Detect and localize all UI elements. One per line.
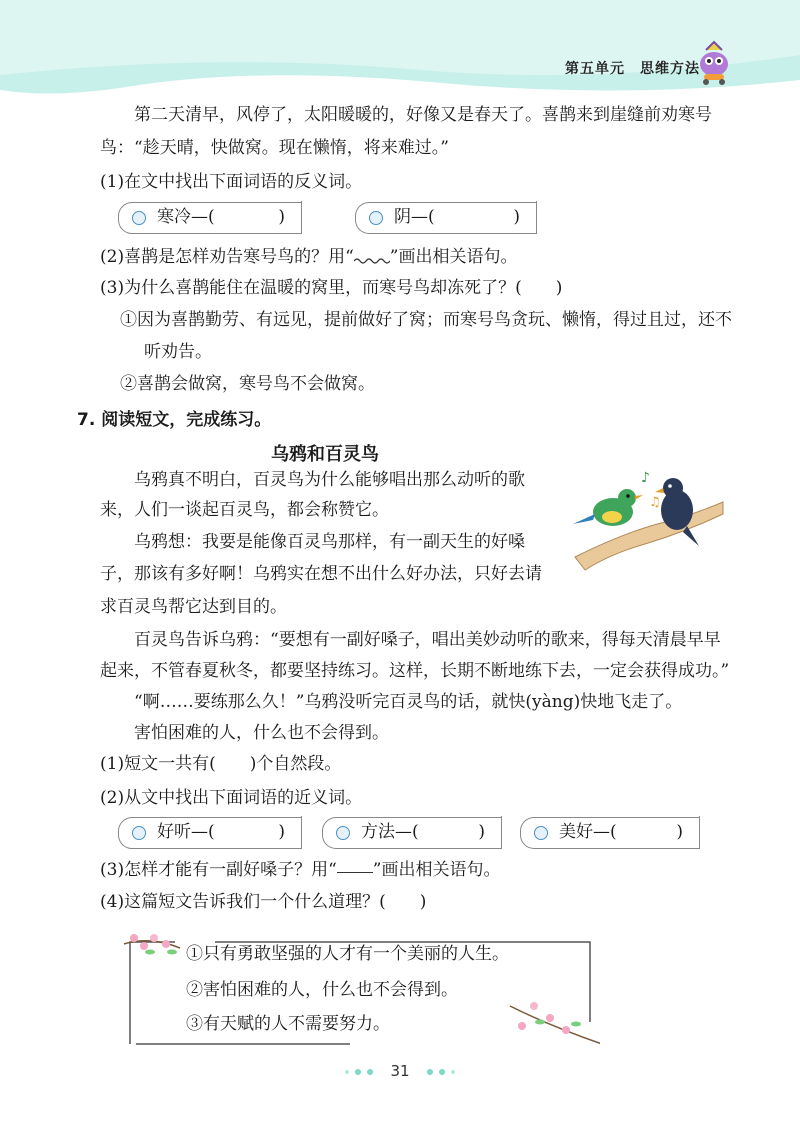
choice-option-cont: 听劝告。 [144,342,212,362]
question-prompt: (4)这篇短文告诉我们一个什么道理？( ) [100,892,427,912]
choice-option[interactable]: ②喜鹊会做窝，寒号鸟不会做窝。 [120,374,375,394]
passage-line: 第二天清早，风停了，太阳暖暖的，好像又是春天了。喜鹊来到崖缝前劝寒号 [100,105,712,125]
circle-bullet-icon [132,826,146,840]
circle-bullet-icon [369,211,383,225]
circle-bullet-icon [336,826,350,840]
straight-underline-icon [337,858,373,873]
box-label: 美好—( [559,822,617,842]
box-label: 寒冷—( [157,207,215,227]
question-prompt: (1)在文中找出下面词语的反义词。 [100,172,363,192]
question-prompt: (1)短文一共有( )个自然段。 [100,754,342,774]
question-prompt: (3)为什么喜鹊能住在温暖的窝里，而寒号鸟却冻死了？( ) [100,278,563,298]
antonym-box-1 [118,202,301,234]
question-prompt: (2)从文中找出下面词语的近义词。 [100,788,363,808]
antonym-box-2 [355,202,536,234]
synonym-box-1 [118,817,301,849]
story-line: 害怕困难的人，什么也不会得到。 [134,723,389,743]
answer-blank[interactable]: ) [278,207,285,227]
circle-bullet-icon [534,826,548,840]
synonym-box-2 [322,817,501,849]
answer-blank[interactable]: ) [513,207,520,227]
story-line: 求百灵鸟帮它达到目的。 [100,597,287,617]
robot-mascot-icon [690,38,738,86]
story-line: 子，那该有多好啊！乌鸦实在想不出什么好办法，只好去请 [100,564,542,584]
svg-text:♪: ♪ [641,470,650,486]
wavy-underline-icon [354,255,390,265]
story-line: 百灵鸟告诉乌鸦：“要想有一副好嗓子，唱出美妙动听的歌来，得每天清晨早早 [134,630,721,650]
synonym-box-3 [520,817,699,849]
page-number: 31 [0,1062,800,1080]
story-line: 乌鸦真不明白，百灵鸟为什么能够唱出那么动听的歌 [134,470,525,490]
story-line: 来，人们一谈起百灵鸟，都会称赞它。 [100,500,389,520]
header-band [0,0,800,110]
box-label: 好听—( [157,822,215,842]
circle-bullet-icon [132,211,146,225]
answer-blank[interactable]: ) [478,822,485,842]
story-line: “啊……要练那么久！”乌鸦没听完百灵鸟的话，就快(yàng)快地飞走了。 [134,692,683,712]
answer-blank[interactable]: ) [278,822,285,842]
story-line: 起来，不管春夏秋冬，都要坚持练习。这样，长期不断地练下去，一定会获得成功。” [100,661,730,681]
question-prompt: (2)喜鹊是怎样劝告寒号鸟的？用“ ”画出相关语句。 [100,247,518,267]
unit-title: 第五单元 思维方法 [565,61,700,77]
choice-option[interactable]: ②害怕困难的人，什么也不会得到。 [186,980,458,1000]
question-7-heading: 7. 阅读短文，完成练习。 [77,410,272,430]
choice-option[interactable]: ③有天赋的人不需要努力。 [186,1014,390,1034]
question-prompt: (3)怎样才能有一副好嗓子？用“ ”画出相关语句。 [100,860,501,880]
choice-option[interactable]: ①只有勇敢坚强的人才有一个美丽的人生。 [186,944,509,964]
passage-line: 鸟：“趁天晴，快做窝。现在懒惰，将来难过。” [100,138,449,158]
choice-option[interactable]: ①因为喜鹊勤劳、有远见，提前做好了窝；而寒号鸟贪玩、懒惰，得过且过，还不 [120,310,732,330]
story-line: 乌鸦想：我要是能像百灵鸟那样，有一副天生的好嗓 [134,532,525,552]
story-title: 乌鸦和百灵鸟 [271,444,379,465]
answer-blank[interactable]: ) [676,822,683,842]
box-label: 方法—( [361,822,419,842]
box-label: 阴—( [394,207,435,227]
svg-text:♫: ♫ [649,495,661,510]
birds-illustration [565,462,725,574]
